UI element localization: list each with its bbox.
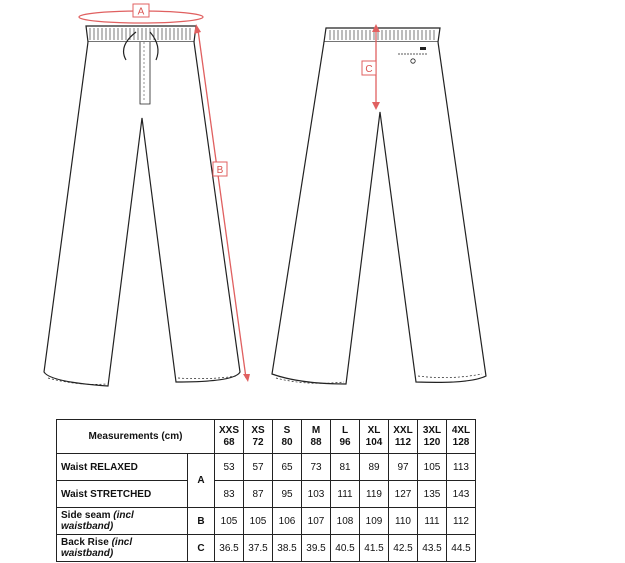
table-cell: 109: [360, 508, 389, 535]
row-label-waist-stretched: Waist STRETCHED: [57, 481, 188, 508]
size-col-header: XL 104: [360, 420, 389, 454]
size-col-header: XS 72: [244, 420, 273, 454]
size-col-header: 4XL 128: [447, 420, 476, 454]
table-cell: 44.5: [447, 535, 476, 562]
table-cell: 40.5: [331, 535, 360, 562]
table-cell: 83: [215, 481, 244, 508]
code-b: B: [188, 508, 215, 535]
table-cell: 38.5: [273, 535, 302, 562]
table-row: [57, 535, 476, 562]
back-pants: [272, 28, 486, 384]
code-a: A: [188, 454, 215, 508]
table-row: [57, 481, 476, 508]
size-col-header: M 88: [302, 420, 331, 454]
table-row: [57, 508, 476, 535]
label-b: B: [216, 165, 224, 176]
table-cell: 108: [331, 508, 360, 535]
table-cell: 53: [215, 454, 244, 481]
table-cell: 119: [360, 481, 389, 508]
table-cell: 89: [360, 454, 389, 481]
size-col-header: 3XL 120: [418, 420, 447, 454]
row-label-side-seam: Side seam (incl waistband): [57, 508, 188, 535]
table-cell: 39.5: [302, 535, 331, 562]
row-label-back-rise: Back Rise (incl waistband): [57, 535, 188, 562]
table-cell: 103: [302, 481, 331, 508]
table-cell: 105: [244, 508, 273, 535]
table-cell: 57: [244, 454, 273, 481]
table-cell: 41.5: [360, 535, 389, 562]
table-cell: 37.5: [244, 535, 273, 562]
table-cell: 105: [418, 454, 447, 481]
table-cell: 42.5: [389, 535, 418, 562]
table-cell: 127: [389, 481, 418, 508]
table-cell: 135: [418, 481, 447, 508]
table-cell: 105: [215, 508, 244, 535]
table-cell: 43.5: [418, 535, 447, 562]
table-row: [57, 454, 476, 481]
table-cell: 107: [302, 508, 331, 535]
label-a: A: [137, 6, 145, 18]
table-cell: 97: [389, 454, 418, 481]
size-col-header: S 80: [273, 420, 302, 454]
table-cell: 36.5: [215, 535, 244, 562]
front-pants: [44, 26, 240, 386]
size-col-header: XXS 68: [215, 420, 244, 454]
size-col-header: XXL 112: [389, 420, 418, 454]
table-cell: 81: [331, 454, 360, 481]
measurements-header: Measurements (cm): [57, 420, 215, 454]
table-cell: 111: [418, 508, 447, 535]
table-cell: 73: [302, 454, 331, 481]
table-cell: 65: [273, 454, 302, 481]
table-cell: 113: [447, 454, 476, 481]
size-col-header: L 96: [331, 420, 360, 454]
label-c: C: [365, 64, 373, 75]
code-c: C: [188, 535, 215, 562]
table-cell: 112: [447, 508, 476, 535]
size-chart-table: [56, 419, 476, 562]
dimension-a-arrow: [79, 4, 203, 23]
table-cell: 106: [273, 508, 302, 535]
table-cell: 95: [273, 481, 302, 508]
table-cell: 143: [447, 481, 476, 508]
table-cell: 111: [331, 481, 360, 508]
row-label-waist-relaxed: Waist RELAXED: [57, 454, 188, 481]
table-header-row: [57, 420, 476, 454]
table-cell: 110: [389, 508, 418, 535]
table-cell: 87: [244, 481, 273, 508]
